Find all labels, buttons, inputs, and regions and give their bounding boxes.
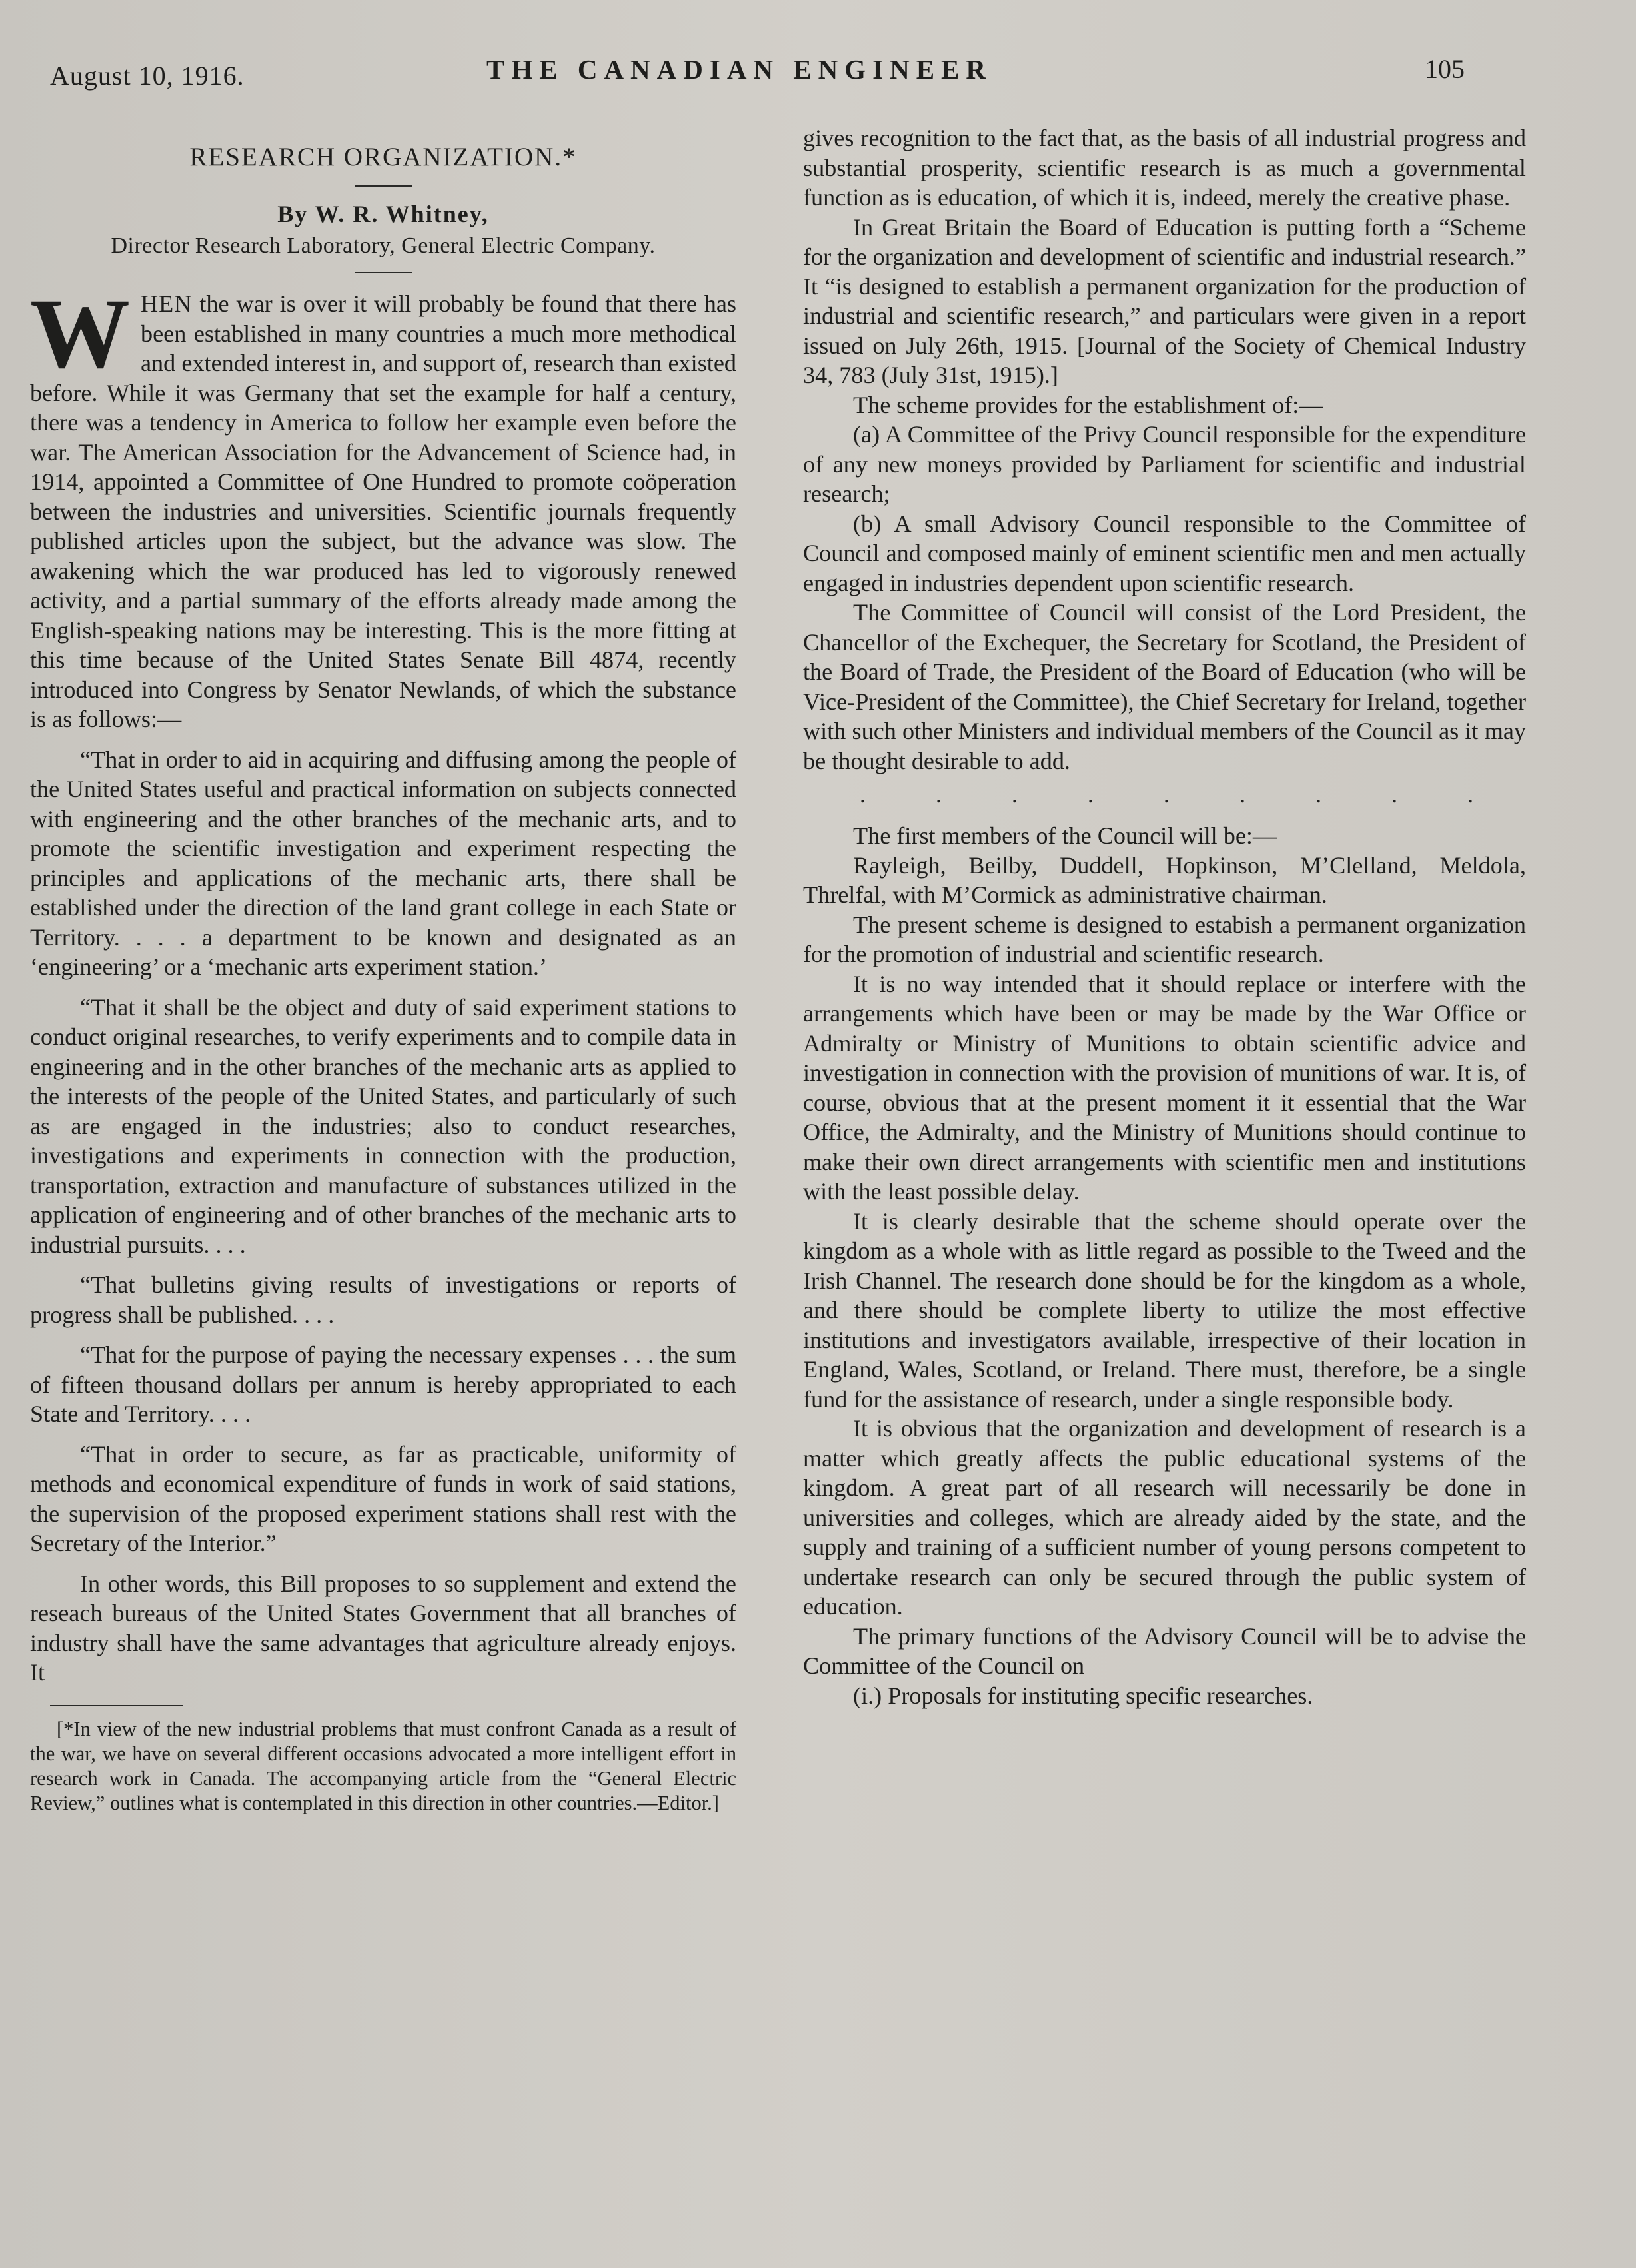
advisory-functions-paragraph: The primary functions of the Advisory Council will be to advise the Committee of the Council on [803, 1622, 1526, 1679]
scheme-purpose-paragraph: The present scheme is designed to estabish a permanent organization for the promotion of industrial and scientific research. [803, 911, 1526, 967]
footnote-rule [50, 1705, 183, 1706]
function-item-i: (i.) Proposals for instituting specific researches. [853, 1682, 1313, 1709]
right-column [803, 123, 1526, 1710]
byline-rule [355, 272, 412, 273]
closing-paragraph: In other words, this Bill proposes to so supplement and extend the reseach bureaus of the United States Government that all branches of industry shall have the same advantages that agriculture already enjoys. It [30, 1570, 736, 1686]
council-members-list: Rayleigh, Beilby, Duddell, Hopkinson, M’Clelland, Meldola, Threlfal, with M’Cormick as administrative chairman. [803, 851, 1526, 908]
title-rule [355, 185, 412, 187]
committee-paragraph: The Committee of Council will consist of the Lord President, the Chancellor of the Exchequer, the Secretary for Scotland, the President of the Board of Trade, the President of the Board of Education (who will be Vice-President of the Committee), the Chief Secretary for Ireland, together with such other Ministers and individual members of the Council as it may be thought desirable to add. [803, 599, 1526, 774]
continuation-paragraph: gives recognition to the fact that, as the basis of all industrial progress and substantial prosperity, scientific research is as much a governmental function as is education, of which it is, indeed, merely the creative phase. [803, 125, 1526, 211]
journal-title: THE CANADIAN ENGINEER [486, 54, 993, 85]
lead-paragraph [30, 279, 736, 734]
bill-quote-4: “That for the purpose of paying the necessary expenses . . . the sum of fifteen thousand dollars per annum is hereby appropriated to each State and Territory. . . . [30, 1341, 736, 1427]
kingdom-paragraph: It is clearly desirable that the scheme should operate over the kingdom as a whole with as little regard as possible to the Tweed and the Irish Channel. The research done should be for the kingdom as a whole, and there should be complete liberty to utilize the most effective institutions and investigators available, irrespective of their location in England, Wales, Scotland, or Ireland. There must, therefore, be a single fund for the assistance of research, under a single responsible body. [803, 1207, 1526, 1413]
bill-quote-3: “That bulletins giving results of investigations or reports of progress shall be published. . . . [30, 1271, 736, 1328]
education-paragraph: It is obvious that the organization and development of research is a matter which greatly affects the public educational systems of the kingdom. A great part of all research will necessarily be done in universities and colleges, which are already aided by the state, and the supply and training of a sufficient number of young persons competent to undertake research can only be secured through the public system of education. [803, 1415, 1526, 1620]
author-affiliation: Director Research Laboratory, General Electric Company. [111, 233, 656, 258]
left-column [30, 123, 736, 1816]
running-head [50, 47, 1469, 93]
author-byline: By W. R. Whitney, [277, 201, 489, 227]
bill-quote-1: “That in order to aid in acquiring and diffusing among the people of the United States useful and practical information on subjects connected with engineering and the other branches of the mechanic arts, and to promote the scientific investigation and experiment respecting the principles and applications of the mechanic arts, there shall be established under the direction of the land grant college in each State or Territory. . . . a department to be known and designated as an ‘engineering’ or a ‘mechanic arts experiment station.’ [30, 746, 736, 980]
lead-text: the war is over it will probably be found that there has been established in many countries a much more methodical and extended interest in, and support of, research than existed before. While it was Germany that set the example for half a century, there was a tendency in America to follow her example even before the war. The American Association for the Advancement of Science had, in 1914, appointed a Committee of One Hundred to promote coöperation between the industries and universities. Scientific journals frequently published articles upon the subject, but the advance was slow. The awakening which the war produced has led to vigorously renewed activity, and a partial summary of the efforts already made among the English-speaking nations may be interesting. This is the more fitting at this time because of the United States Senate Bill 4874, recently introduced into Congress by Senator Newlands, of which the substance is as follows:— [30, 290, 736, 732]
editor-footnote: [*In view of the new industrial problems that must confront Canada as a result of the war, we have on several different occasions advocated a more intelligent effort in research work in Canada. The accompanying article from the “General Electric Review,” outlines what is contemplated in this direction in other countries.—Editor.] [30, 1717, 736, 1814]
war-office-paragraph: It is no way intended that it should replace or interfere with the arrangements which have been or may be made by the War Office or Admiralty or Ministry of Munitions to obtain scientific advice and investigation in connection with the provision of munitions of war. It is, of course, obvious that at the present moment it it essential that the War Office, the Admiralty, and the Ministry of Munitions should continue to make their own direct arrangements with scientific men and institutions with the least possible delay. [803, 970, 1526, 1205]
issue-date: August 10, 1916. [50, 61, 245, 91]
scheme-intro: The scheme provides for the establishment of:— [853, 391, 1323, 418]
council-members-intro: The first members of the Council will be:— [853, 822, 1277, 849]
omission-dots: . . . . . . . . . [860, 781, 1505, 808]
lead-caps: HEN [141, 290, 193, 317]
page-number: 105 [1425, 54, 1465, 84]
drop-cap: W [30, 279, 130, 389]
article-title: RESEARCH ORGANIZATION.* [189, 143, 577, 171]
scheme-item-a: (a) A Committee of the Privy Council responsible for the expenditure of any new moneys provided by Parliament for scientific and industrial research; [803, 421, 1526, 507]
bill-quote-2: “That it shall be the object and duty of said experiment stations to conduct original researches, to verify experiments and to compile data in engineering and in the other branches of the mechanic arts as applied to the interests of the people of the United States, and particularly of such as are engaged in the industries; also to conduct researches, investigations and experiments in connection with the production, transportation, extraction and manufacture of substances utilized in the application of engineering and of other branches of the mechanic arts to industrial pursuits. . . . [30, 993, 736, 1258]
bill-quote-5: “That in order to secure, as far as practicable, uniformity of methods and economical expenditure of funds in work of said stations, the supervision of the proposed experiment stations shall rest with the Secretary of the Interior.” [30, 1440, 736, 1556]
great-britain-paragraph: In Great Britain the Board of Education is putting forth a “Scheme for the organization and development of scientific and industrial research.” It “is designed to establish a permanent organization for the production of industrial and scientific research,” and particulars were given in a report issued on July 26th, 1915. [Journal of the Society of Chemical Industry 34, 783 (July 31st, 1915).] [803, 213, 1526, 388]
scheme-item-b: (b) A small Advisory Council responsible to the Committee of Council and composed mainly of eminent scientific men and men actually engaged in industries dependent upon scientific research. [803, 510, 1526, 596]
